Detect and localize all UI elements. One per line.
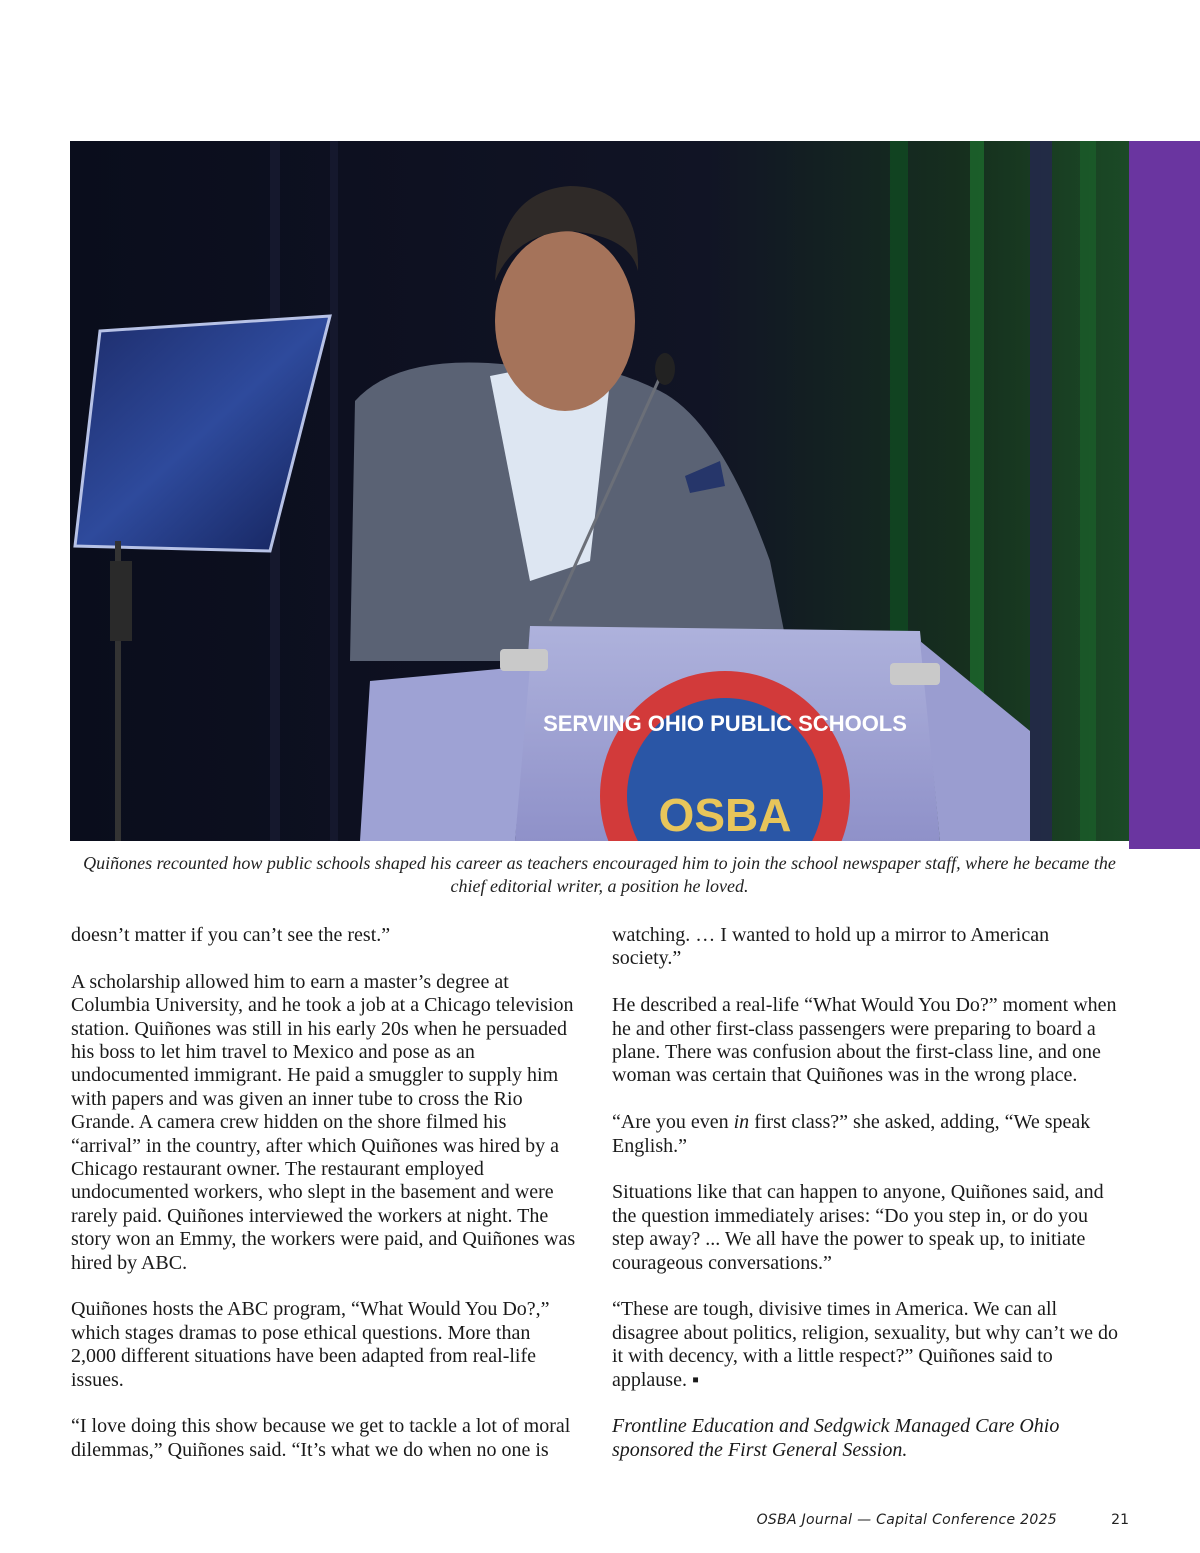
page-number: 21 — [1111, 1512, 1129, 1528]
seal-initials: OSBA — [658, 789, 792, 841]
paragraph: watching. … I wanted to hold up a mirror to American society.” — [612, 924, 1050, 970]
speaker-photo — [70, 141, 1129, 841]
right-column — [612, 924, 1118, 1486]
paragraph: doesn’t matter if you can’t see the rest.” — [71, 924, 391, 946]
paragraph: Situations like that can happen to anyone, Quiñones said, and the question immediately arises: “Do you step in, or do you step away? ... We all have the power to speak up, to initiate courageous conversations.” — [612, 1181, 1104, 1274]
sponsor-note: Frontline Education and Sedgwick Managed Care Ohio sponsored the First General Session. — [612, 1415, 1060, 1461]
paragraph: He described a real-life “What Would You Do?” moment when he and other first-class passengers were preparing to board a plane. There was confusion about the first-class line, and one woman was certain that Quiñones was in the wrong place. — [612, 994, 1117, 1087]
paragraph: “I love doing this show because we get to tackle a lot of moral dilemmas,” Quiñones said. “It’s what we do when no one is — [71, 1415, 571, 1461]
left-column — [71, 924, 577, 1486]
accent-band — [1129, 141, 1200, 849]
quote-text: first class?” she asked, adding, “We speak English.” — [612, 1111, 1091, 1157]
seal-text: SERVING OHIO PUBLIC SCHOOLS — [543, 711, 907, 736]
quote-text: “Are you even — [612, 1111, 734, 1134]
paragraph — [612, 1111, 1118, 1158]
speaker-photo-illustration — [70, 141, 1129, 841]
paragraph: A scholarship allowed him to earn a master’s degree at Columbia University, and he took a job at a Chicago television station. Quiñones was still in his early 20s when he persuaded his boss to let him travel to Mexico and pose as an undocumented immigrant. He paid a smuggler to supply him with papers and was given an inner tube to cross the Rio Grande. A camera crew hidden on the shore filmed his “arrival” in the country, after which Quiñones was hired by a Chicago restaurant owner. The restaurant employed undocumented workers, who slept in the basement and were rarely paid. Quiñones interviewed the workers at night. The story won an Emmy, the workers were paid, and Quiñones was hired by ABC. — [71, 970, 576, 1274]
paragraph: Quiñones hosts the ABC program, “What Would You Do?,” which stages dramas to pose ethical questions. More than 2,000 different situations have been adapted from real-life issues. — [71, 1298, 550, 1391]
emphasis-text: in — [733, 1111, 750, 1134]
paragraph: “These are tough, divisive times in America. We can all disagree about politics, religion, sexuality, but why can’t we do it with decency, with a little respect?” Quiñones said to applause. ▪ — [612, 1298, 1118, 1391]
footer-journal-title: OSBA Journal — Capital Conference 2025 — [756, 1512, 1057, 1528]
photo-caption: Quiñones recounted how public schools shaped his career as teachers encouraged him to join the school newspaper staff, where he became the chief editorial writer, a position he loved. — [83, 853, 1116, 896]
